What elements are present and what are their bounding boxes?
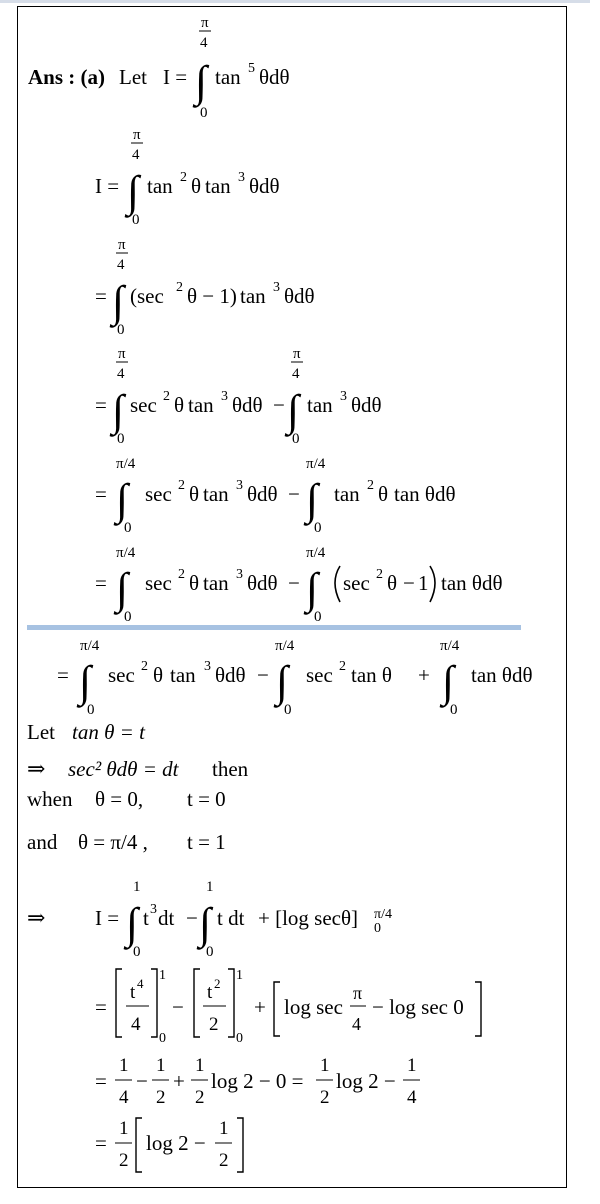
integral-sign: ∫ xyxy=(195,57,208,106)
sec-term: sec xyxy=(145,571,172,595)
integral-sign: ∫ xyxy=(306,564,319,613)
equals: = xyxy=(95,995,107,1019)
minus: − xyxy=(186,906,198,930)
upper-limit: π/4 xyxy=(80,638,100,654)
theta-dtheta: θdθ xyxy=(259,65,290,89)
left-paren xyxy=(335,566,340,602)
upper-limit-num: π xyxy=(293,346,301,362)
integral-sign: ∫ xyxy=(112,277,125,326)
exponent: 3 xyxy=(273,280,280,295)
tan-term: tan xyxy=(203,571,229,595)
minus: − xyxy=(403,571,415,595)
when-label: when xyxy=(27,787,73,811)
upper-limit-den: 4 xyxy=(117,366,125,382)
and-label: and xyxy=(27,830,58,854)
integral-sign: ∫ xyxy=(116,564,129,613)
t-numerator: t xyxy=(207,982,213,1003)
upper-limit: π/4 xyxy=(306,456,326,472)
t-term: t xyxy=(143,906,149,930)
equals: = xyxy=(57,663,69,687)
I-eq: I = xyxy=(95,174,120,198)
numerator: 1 xyxy=(320,1055,330,1076)
upper-limit: π/4 xyxy=(116,456,136,472)
integral-sign: ∫ xyxy=(126,899,139,948)
theta: θ xyxy=(378,482,389,506)
theta: θ xyxy=(189,482,200,506)
step-2 xyxy=(95,237,315,338)
right-paren xyxy=(430,566,435,602)
log-2-minus: log 2 − xyxy=(336,1069,396,1093)
lower-limit: 0 xyxy=(124,609,132,625)
t-numerator: t xyxy=(130,982,136,1003)
pi-numerator: π xyxy=(353,983,363,1003)
numerator: 1 xyxy=(219,1118,229,1139)
exponent: 2 xyxy=(178,478,185,493)
upper-limit-num: π xyxy=(118,346,126,362)
right-bracket xyxy=(151,969,157,1037)
tan-term: tan xyxy=(188,393,214,417)
evaluation-1 xyxy=(27,879,392,960)
upper-limit-den: 4 xyxy=(200,35,208,51)
numerator: 1 xyxy=(156,1055,166,1076)
lower-limit: 0 xyxy=(159,1031,166,1046)
theta-pi-over-4: θ = π/4 , xyxy=(78,830,148,854)
exponent: 3 xyxy=(236,478,243,493)
tan-term: tan xyxy=(170,663,196,687)
exponent: 2 xyxy=(176,280,183,295)
integral-sign: ∫ xyxy=(306,475,319,524)
upper-limit: 1 xyxy=(206,879,214,895)
theta: θ xyxy=(387,571,398,595)
theta: θ xyxy=(189,571,200,595)
upper-limit: π/4 xyxy=(275,638,295,654)
upper-limit-den: 4 xyxy=(292,366,300,382)
sec-term: sec xyxy=(306,663,333,687)
theta-dtheta: θdθ xyxy=(232,393,263,417)
plus: + xyxy=(173,1069,185,1093)
exponent: 2 xyxy=(376,567,383,582)
lower-limit: 0 xyxy=(87,702,95,718)
lower-limit: 0 xyxy=(117,431,125,447)
tan-theta-dtheta: tan θdθ xyxy=(471,663,533,687)
exponent: 2 xyxy=(178,567,185,582)
exponent: 2 xyxy=(163,389,170,404)
equals: = xyxy=(95,482,107,506)
sec-term: sec xyxy=(108,663,135,687)
tan-term: tan xyxy=(240,284,266,308)
theta-dtheta: θdθ xyxy=(247,482,278,506)
tan-term: tan xyxy=(307,393,333,417)
bracket-lower-limit: 0 xyxy=(374,921,381,936)
minus-log-sec-0: − log sec 0 xyxy=(372,995,464,1019)
upper-limit: π/4 xyxy=(116,545,136,561)
integral-sign: ∫ xyxy=(276,657,289,706)
exponent: 4 xyxy=(137,976,144,991)
tan-term: tan xyxy=(334,482,360,506)
theta-dtheta: θdθ xyxy=(249,174,280,198)
right-bracket xyxy=(475,982,481,1036)
upper-limit-num: π xyxy=(201,15,209,31)
exponent: 2 xyxy=(367,478,374,493)
lower-limit: 0 xyxy=(200,105,208,121)
evaluation-4 xyxy=(95,1118,243,1172)
tan-term: tan xyxy=(203,482,229,506)
right-bracket xyxy=(237,1118,243,1172)
sec-term: (sec xyxy=(130,284,164,308)
equals: = xyxy=(95,284,107,308)
minus-one: θ − 1) xyxy=(187,284,237,308)
lower-limit: 0 xyxy=(132,212,140,228)
integral-sign: ∫ xyxy=(127,167,140,216)
upper-limit-num: π xyxy=(118,237,126,253)
denominator: 2 xyxy=(209,1014,219,1035)
step-5 xyxy=(95,545,503,625)
exponent: 3 xyxy=(204,659,211,674)
step-4 xyxy=(95,456,456,536)
log-2-minus-0: log 2 − 0 = xyxy=(211,1069,304,1093)
theta-zero: θ = 0, xyxy=(95,787,144,811)
integral-sign: ∫ xyxy=(112,386,125,435)
exponent: 5 xyxy=(248,61,255,76)
exponent: 3 xyxy=(221,389,228,404)
lower-limit: 0 xyxy=(450,702,458,718)
theta-dtheta: θdθ xyxy=(215,663,246,687)
log-sec: log sec xyxy=(284,995,343,1019)
upper-limit-den: 4 xyxy=(117,257,125,273)
ans-label: Ans : (a) xyxy=(28,65,105,89)
let-label: Let xyxy=(27,720,55,744)
lower-limit: 0 xyxy=(124,520,132,536)
lower-limit: 0 xyxy=(206,944,214,960)
left-bracket xyxy=(116,969,122,1037)
numerator: 1 xyxy=(119,1118,129,1139)
step-3 xyxy=(95,346,382,447)
tan-term: tan xyxy=(205,174,231,198)
upper-limit-num: π xyxy=(133,127,141,143)
implies-arrow: ⇒ xyxy=(27,756,46,781)
integral-sign: ∫ xyxy=(442,657,455,706)
exponent: 3 xyxy=(238,170,245,185)
tan-term: tan xyxy=(147,174,173,198)
exponent: 2 xyxy=(339,659,346,674)
t-zero: t = 0 xyxy=(187,787,226,811)
exponent: 2 xyxy=(141,659,148,674)
exponent: 3 xyxy=(340,389,347,404)
denominator: 2 xyxy=(195,1087,205,1108)
right-bracket xyxy=(228,969,234,1037)
t-dt: t dt xyxy=(217,906,245,930)
theta: θ xyxy=(191,174,202,198)
numerator: 1 xyxy=(195,1055,205,1076)
equals: = xyxy=(95,1069,107,1093)
minus: − xyxy=(136,1069,148,1093)
one: 1 xyxy=(418,571,429,595)
sec-term: sec xyxy=(145,482,172,506)
sec-term: sec xyxy=(343,571,370,595)
minus: − xyxy=(288,571,300,595)
theta: θ xyxy=(174,393,185,417)
denominator: 2 xyxy=(156,1087,166,1108)
tan-theta-dtheta: tan θdθ xyxy=(441,571,503,595)
dt: dt xyxy=(158,906,175,930)
integral-sign: ∫ xyxy=(116,475,129,524)
tan-theta-dtheta: tan θdθ xyxy=(394,482,456,506)
evaluation-2 xyxy=(95,968,481,1046)
upper-limit: 1 xyxy=(236,968,243,983)
step-1 xyxy=(95,127,280,228)
upper-limit: 1 xyxy=(159,968,166,983)
left-bracket xyxy=(136,1118,142,1172)
step-6 xyxy=(57,638,533,718)
let-word: Let xyxy=(119,65,147,89)
t-one: t = 1 xyxy=(187,830,226,854)
I-eq: I = xyxy=(95,906,120,930)
theta-tan-theta: tan θ xyxy=(351,663,392,687)
denominator: 2 xyxy=(320,1087,330,1108)
substitution xyxy=(27,720,249,854)
minus: − xyxy=(273,393,285,417)
numerator: 1 xyxy=(407,1055,417,1076)
plus: + xyxy=(418,663,430,687)
differential-expression: sec² θdθ = dt xyxy=(68,757,179,781)
integral-sign: ∫ xyxy=(287,386,300,435)
integral-sign: ∫ xyxy=(79,657,92,706)
numerator: 1 xyxy=(119,1055,129,1076)
minus: − xyxy=(172,995,184,1019)
theta-dtheta: θdθ xyxy=(351,393,382,417)
plus: + xyxy=(254,995,266,1019)
equals: = xyxy=(95,1131,107,1155)
denominator: 2 xyxy=(219,1150,229,1171)
denominator: 4 xyxy=(407,1087,417,1108)
exponent: 2 xyxy=(214,976,221,991)
log-sec-bracket: + [log secθ] xyxy=(258,906,359,930)
upper-limit-den: 4 xyxy=(132,147,140,163)
sec-term: sec xyxy=(130,393,157,417)
upper-limit: 1 xyxy=(133,879,141,895)
upper-limit: π/4 xyxy=(306,545,326,561)
exponent: 3 xyxy=(150,902,157,917)
line-ans xyxy=(28,15,290,121)
denominator: 4 xyxy=(119,1087,129,1108)
lower-limit: 0 xyxy=(236,1031,243,1046)
exponent: 3 xyxy=(236,567,243,582)
minus: − xyxy=(288,482,300,506)
let-expression: tan θ = t xyxy=(72,720,145,744)
lower-limit: 0 xyxy=(284,702,292,718)
lower-limit: 0 xyxy=(314,520,322,536)
implies-arrow: ⇒ xyxy=(27,905,46,930)
lower-limit: 0 xyxy=(133,944,141,960)
evaluation-3 xyxy=(95,1055,420,1108)
equals: = xyxy=(95,393,107,417)
denominator: 4 xyxy=(131,1014,141,1035)
tan-term: tan xyxy=(215,65,241,89)
then-word: then xyxy=(212,757,249,781)
I-eq: I = xyxy=(163,65,188,89)
denominator: 2 xyxy=(119,1150,129,1171)
integral-sign: ∫ xyxy=(199,899,212,948)
left-bracket xyxy=(274,982,280,1036)
bracket-upper-limit: π/4 xyxy=(374,907,392,922)
exponent: 2 xyxy=(180,170,187,185)
left-bracket xyxy=(194,969,200,1037)
upper-limit: π/4 xyxy=(440,638,460,654)
log-2-minus: log 2 − xyxy=(146,1131,206,1155)
lower-limit: 0 xyxy=(117,322,125,338)
minus: − xyxy=(257,663,269,687)
lower-limit: 0 xyxy=(292,431,300,447)
lower-limit: 0 xyxy=(314,609,322,625)
theta-dtheta: θdθ xyxy=(247,571,278,595)
equals: = xyxy=(95,571,107,595)
denominator: 4 xyxy=(352,1014,361,1034)
theta-dtheta: θdθ xyxy=(284,284,315,308)
theta: θ xyxy=(153,663,164,687)
